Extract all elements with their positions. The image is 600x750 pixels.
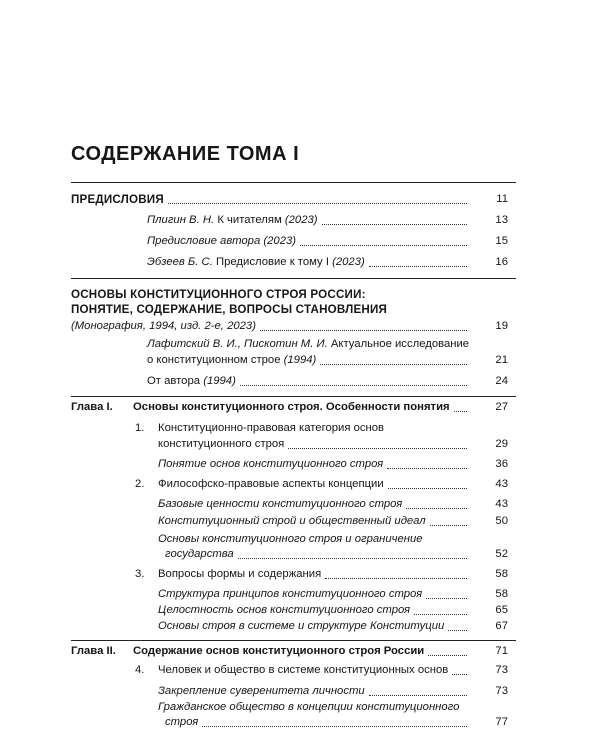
page-number: 19: [495, 320, 508, 332]
page-number: 13: [495, 214, 508, 226]
page-number: 16: [495, 256, 508, 268]
subsection-title: Базовые ценности конституционного строя: [158, 498, 403, 510]
subsection-title-line: строя: [165, 716, 199, 728]
section-title: Вопросы формы и содержания: [158, 568, 322, 580]
author: Лафитский В. И., Пискотин М. И.: [147, 338, 328, 350]
section-title-line: Конституционно-правовая категория основ: [158, 422, 385, 434]
subsection-title: Закрепление суверенитета личности: [158, 685, 365, 697]
chapter-title: Основы конституционного строя. Особенности понятия: [133, 401, 450, 413]
toc-entry[interactable]: [147, 354, 471, 367]
section-title: Философско-правовые аспекты концепции: [158, 478, 384, 490]
author: Эбзеев Б. С.: [147, 256, 213, 268]
section-number: 3.: [135, 568, 145, 580]
section-number: 2.: [135, 478, 145, 490]
divider: [71, 396, 516, 397]
section-title-line: конституционного строя: [158, 438, 285, 450]
subsection-title: Структура принципов конституционного строя: [158, 588, 423, 600]
page-number: 43: [495, 478, 508, 490]
toc-entry[interactable]: [165, 716, 471, 729]
part-subtitle: (Монография, 1994, изд. 2-е, 2023): [71, 320, 256, 332]
toc-entry-line: [147, 338, 469, 351]
subsection-title: Конституционный строй и общественный идеал: [158, 515, 426, 527]
subsection-title-line: Гражданское общество в концепции конституционного: [158, 701, 460, 713]
toc-entry[interactable]: [158, 588, 471, 601]
page-number: 36: [495, 458, 508, 470]
section-number: 4.: [135, 664, 145, 676]
toc-entry-chapter1[interactable]: [133, 401, 471, 414]
page-number: 15: [495, 235, 508, 247]
toc-entry[interactable]: [147, 256, 471, 269]
chapter-title: Содержание основ конституционного строя России: [133, 645, 425, 657]
page-number: 73: [495, 664, 508, 676]
year: (2023): [284, 214, 318, 226]
page-number: 29: [495, 438, 508, 450]
section-title: Человек и общество в системе конституционных основ: [158, 664, 449, 676]
toc-entry[interactable]: [158, 498, 471, 511]
toc-entry[interactable]: [147, 235, 471, 248]
toc-entry-section-3[interactable]: [158, 568, 471, 581]
subsection-title-line: Основы конституционного строя и ограничение: [158, 533, 423, 545]
page-number: 50: [495, 515, 508, 527]
part-title-line: ПОНЯТИЕ, СОДЕРЖАНИЕ, ВОПРОСЫ СТАНОВЛЕНИЯ: [71, 303, 388, 316]
toc-entry[interactable]: [158, 620, 471, 633]
divider: [71, 278, 516, 279]
toc-entry-section-4[interactable]: [158, 664, 471, 677]
toc-entry-part1[interactable]: [71, 320, 471, 333]
page-number: 77: [495, 716, 508, 728]
toc-entry[interactable]: [165, 548, 471, 561]
page-number: 71: [495, 645, 508, 657]
divider: [71, 182, 516, 183]
subsection-title: Целостность основ конституционного строя: [158, 604, 411, 616]
entry-text: К читателям: [217, 214, 282, 226]
page-title: СОДЕРЖАНИЕ ТОМА I: [71, 143, 300, 165]
toc-entry-chapter2[interactable]: [133, 645, 471, 658]
page-number: 58: [495, 588, 508, 600]
page-number: 58: [495, 568, 508, 580]
page-number: 27: [495, 401, 508, 413]
year: (2023): [332, 256, 365, 268]
page-number: 73: [495, 685, 508, 697]
page-number: 11: [496, 193, 508, 205]
page-number: 24: [495, 375, 508, 387]
toc-entry[interactable]: [158, 515, 471, 528]
entry-text: о конституционном строе: [147, 354, 281, 366]
subsection-title-line: государства: [165, 548, 234, 560]
chapter-label: Глава I.: [71, 401, 113, 413]
part-title-line: ОСНОВЫ КОНСТИТУЦИОННОГО СТРОЯ РОССИИ:: [71, 288, 366, 301]
section-number: 1.: [135, 422, 145, 434]
page-number: 43: [495, 498, 508, 510]
subsection-title: Понятие основ конституционного строя: [158, 458, 384, 470]
page-number: 52: [495, 548, 508, 560]
chapter-label: Глава II.: [71, 645, 116, 657]
entry-text: Актуальное исследование: [330, 338, 470, 350]
page-number: 65: [495, 604, 508, 616]
year: (1994): [283, 354, 317, 366]
toc-heading: ПРЕДИСЛОВИЯ: [71, 193, 164, 206]
toc-entry[interactable]: [158, 458, 471, 471]
toc-entry[interactable]: [158, 604, 471, 617]
page-number: 21: [495, 354, 508, 366]
entry-text: Предисловие к тому I: [216, 256, 329, 268]
toc-entry-prefaces[interactable]: [71, 193, 471, 206]
divider: [71, 640, 516, 641]
page-number: 67: [495, 620, 508, 632]
toc-entry[interactable]: [147, 375, 471, 388]
year: (1994): [203, 375, 236, 387]
entry-text: Предисловие автора (2023): [147, 235, 297, 247]
author: Плигин В. Н.: [147, 214, 215, 226]
toc-entry-section-1[interactable]: [158, 438, 471, 451]
toc-entry-section-2[interactable]: [158, 478, 471, 491]
toc-entry[interactable]: [158, 685, 471, 698]
toc-entry[interactable]: [147, 214, 471, 227]
entry-text: От автора: [147, 375, 201, 387]
subsection-title: Основы строя в системе и структуре Конституции: [158, 620, 445, 632]
